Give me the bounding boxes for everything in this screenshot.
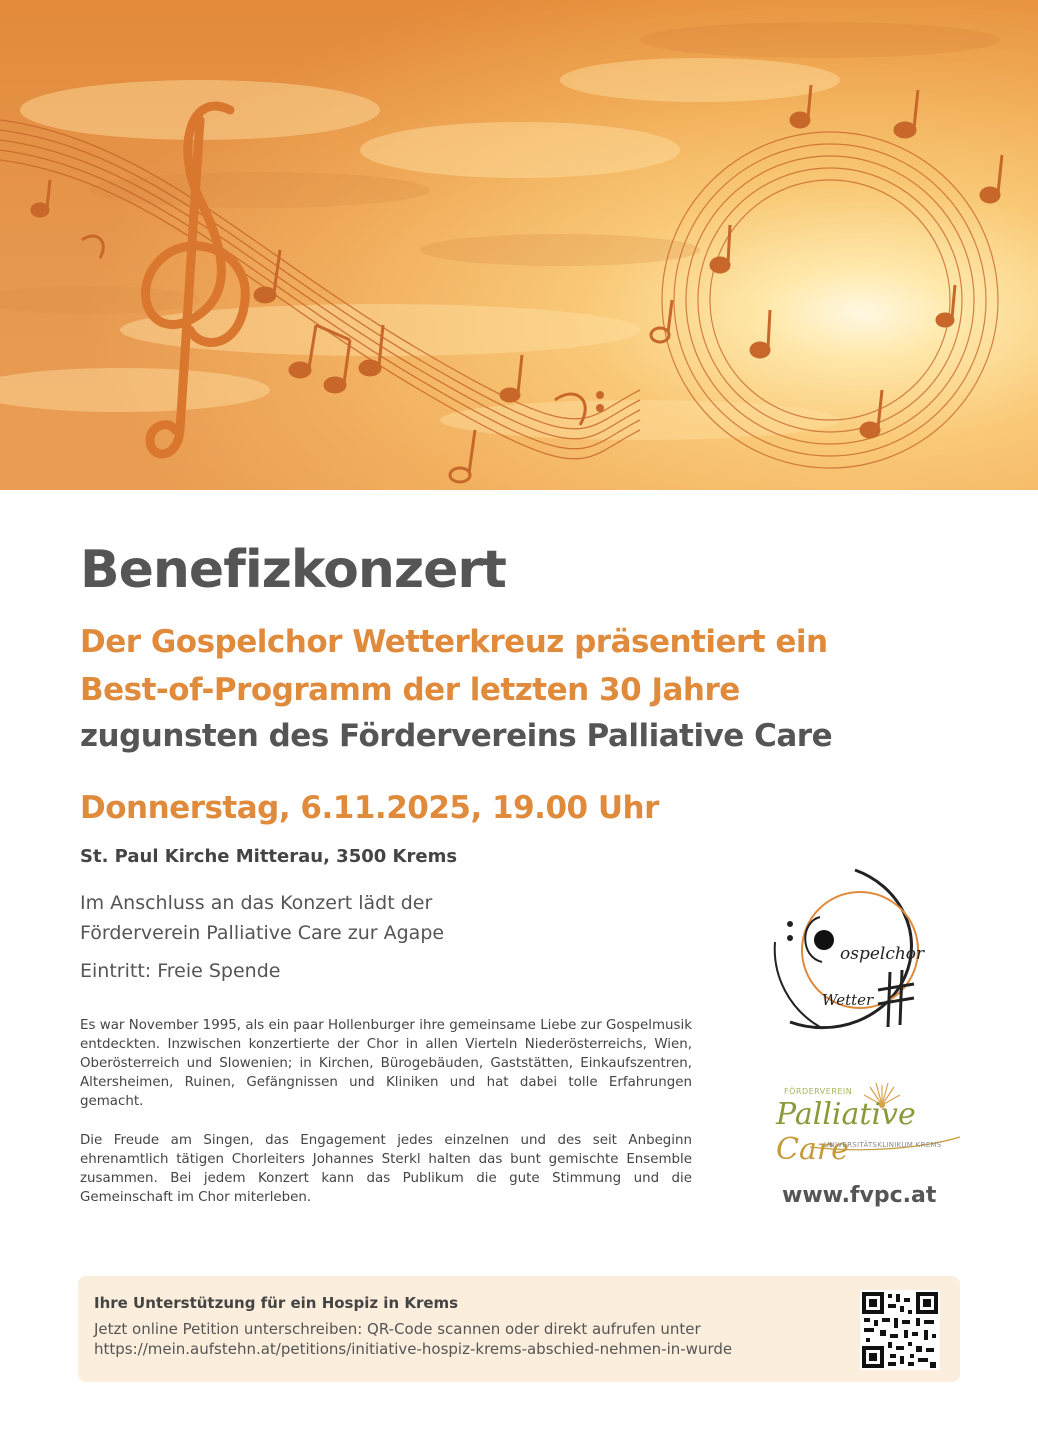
event-date: Donnerstag, 6.11.2025, 19.00 Uhr xyxy=(80,790,659,826)
agape-info xyxy=(80,888,444,948)
subtitle-line-1: Der Gospelchor Wetterkreuz präsentiert ein xyxy=(80,624,828,660)
palliative-care-logo xyxy=(770,1075,970,1165)
paragraph-ensemble: Die Freude am Singen, das Engagement jedes einzelnen und des seit Anbeginn ehrenamtlich tätigen Chorleiters Johannes Sterkl halten das bunt gemischte Ensemble zusammen. Bei jedem Konzert kann das Publikum die gute Stimmung und die Gemeinschaft im Chor miterleben. xyxy=(80,1133,692,1205)
event-venue: St. Paul Kirche Mitterau, 3500 Krems xyxy=(80,846,458,867)
qr-code-icon[interactable] xyxy=(860,1290,940,1370)
qr-code-pattern xyxy=(860,1290,940,1370)
pc-tagline: UNIVERSITÄTSKLINIKUM KREMS xyxy=(824,1141,942,1149)
agape-line-2: Förderverein Palliative Care zur Agape xyxy=(80,922,445,944)
website-link[interactable]: www.fvpc.at xyxy=(782,1183,937,1208)
petition-box xyxy=(78,1276,960,1382)
page-title: Benefizkonzert xyxy=(80,540,506,600)
subtitle-line-3: zugunsten des Fördervereins Palliative Care xyxy=(80,718,833,754)
gospelchor-emblem xyxy=(760,862,960,1042)
pc-word-1: Palliative xyxy=(776,1097,916,1132)
chor-word-2: Wetter xyxy=(822,991,874,1009)
pc-word-2: Care xyxy=(776,1132,849,1167)
hero-image xyxy=(0,0,1038,490)
paragraph-history: Es war November 1995, als ein paar Hollenburger ihre gemeinsame Liebe zur Gospelmusik entdeckten. Inzwischen konzertierte der Chor in allen Vierteln Niederösterreichs, Wien, Oberösterreich und Slowenien; in Kirchen, Bürogebäuden, Gaststätten, Einkaufszentren, Altersheimen, Ruinen, Gefängnissen und Kliniken und hat dabei tolle Erfahrungen gemacht. xyxy=(80,1018,692,1109)
pc-wordmark xyxy=(776,1097,970,1167)
agape-line-1: Im Anschluss an das Konzert lädt der xyxy=(80,892,433,914)
petition-title: Ihre Unterstützung für ein Hospiz in Krems xyxy=(94,1294,459,1312)
chor-word-1: ospelchor xyxy=(840,944,925,964)
petition-line-1: Jetzt online Petition unterschreiben: QR-Code scannen oder direkt aufrufen unter xyxy=(94,1320,701,1338)
entry-info: Eintritt: Freie Spende xyxy=(80,960,281,982)
gospelchor-logo xyxy=(760,862,960,1042)
subtitle-line-2: Best-of-Programm der letzten 30 Jahre xyxy=(80,672,740,708)
sunset-music-illustration xyxy=(0,0,1038,490)
petition-url[interactable]: https://mein.aufstehn.at/petitions/initiative-hospiz-krems-abschied-nehmen-in-wurde xyxy=(94,1340,733,1358)
pc-small-label: FÖRDERVEREIN xyxy=(784,1087,853,1096)
